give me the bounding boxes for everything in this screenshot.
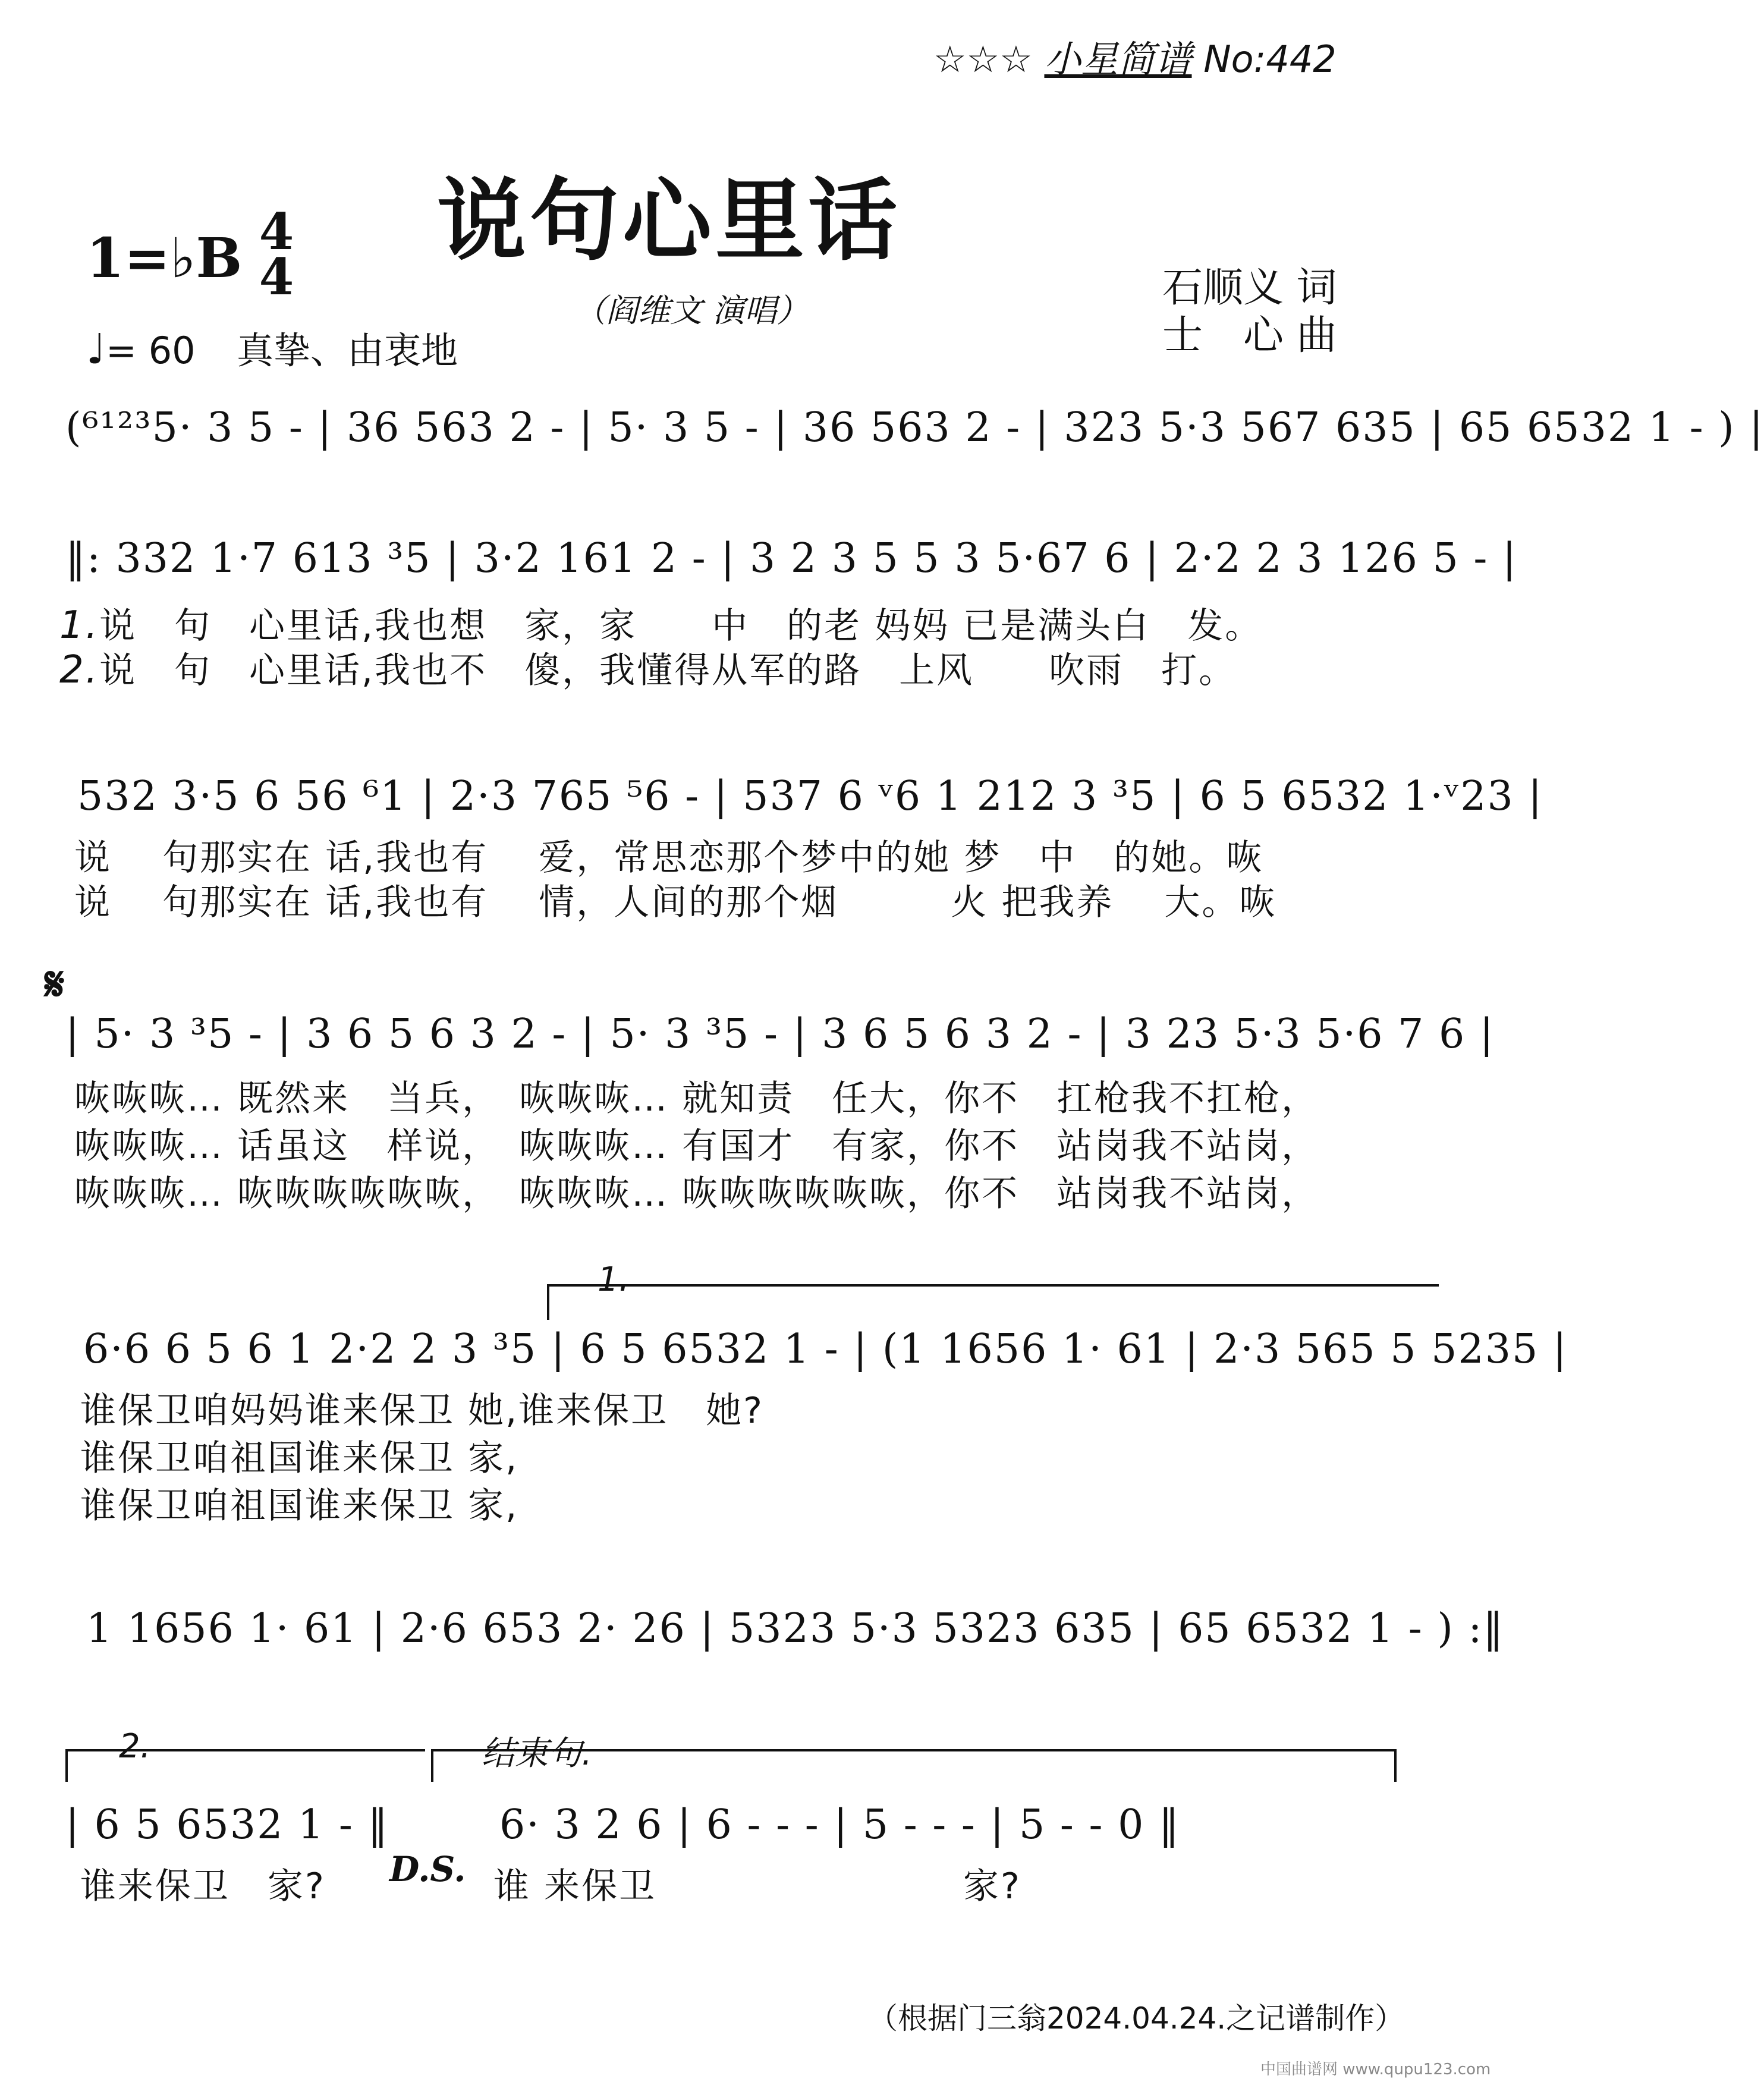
system-1-notes: (⁶¹²³5· 3 5 - | 36 563 2 - | 5· 3 5 - | 36 563 2 - | 323 5·3 567 635 | 65 6532 1 - ) | xyxy=(65,404,1764,451)
lyricist: 石顺义 词 xyxy=(1162,265,1337,312)
system-5-lyric-3: 谁保卫咱祖国谁来保卫 家, xyxy=(80,1485,519,1527)
system-3-lyric-2: 说 句那实在 话,我也有 情，人间的那个烟 火 把我养 大。咴 xyxy=(74,882,1277,923)
system-7-notes-a: | 6 5 6532 1 - ‖ xyxy=(65,1801,389,1848)
system-7-lyric-a: 谁来保卫 家? xyxy=(80,1866,326,1907)
system-6-notes: 1 1656 1· 61 | 2·6 653 2· 26 | 5323 5·3 5323 635 | 65 6532 1 - ) :‖ xyxy=(86,1605,1505,1652)
verse-number: 2. xyxy=(59,648,100,692)
system-3-lyric-1: 说 句那实在 话,我也有 爱，常思恋那个梦中的她 梦 中 的她。咴 xyxy=(74,837,1264,879)
ending-bracket-end xyxy=(1394,1749,1397,1782)
lyric-text: 说 句 心里话,我也想 家，家 中 的老 妈妈 已是满头白 发。 xyxy=(99,605,1263,647)
meter-top: 4 xyxy=(259,202,294,261)
composer: 士 心 曲 xyxy=(1162,312,1337,359)
tempo-marking xyxy=(86,321,458,374)
watermark: 中国曲谱网 www.qupu123.com xyxy=(1260,2061,1491,2078)
system-5-lyric-2: 谁保卫咱祖国谁来保卫 家, xyxy=(80,1438,519,1479)
system-5-lyric-1: 谁保卫咱妈妈谁来保卫 她,谁来保卫 她? xyxy=(80,1390,764,1432)
tempo-value: = 60 xyxy=(106,329,196,372)
segno-icon: 𝄋 xyxy=(45,957,65,1011)
system-2-lyric-1 xyxy=(59,597,1262,649)
system-7-notes-b: 6· 3 2 6 | 6 - - - | 5 - - - | 5 - - 0 ‖ xyxy=(499,1801,1180,1848)
footer-note: （根据门三翁2024.04.24.之记谱制作） xyxy=(868,2001,1405,2036)
ending-label: 结束句. xyxy=(482,1734,592,1773)
verse-number: 1. xyxy=(59,603,100,647)
system-4-notes: | 5· 3 ³5 - | 3 6 5 6 3 2 - | 5· 3 ³5 - | 3 6 5 6 3 2 - | 3 23 5·3 5·6 7 6 | xyxy=(65,1011,1495,1058)
volta-2-label: 2. xyxy=(119,1727,151,1766)
stars: ☆☆☆ xyxy=(933,37,1033,81)
singer: （阎维文 演唱） xyxy=(574,292,809,329)
volta-2-bracket-hook xyxy=(65,1749,68,1782)
system-5-notes: 6·6 6 5 6 1 2·2 2 3 ³5 | 6 5 6532 1 - | (1 1656 1· 61 | 2·3 565 5 5235 | xyxy=(83,1326,1568,1373)
ending-bracket-hook xyxy=(431,1749,433,1782)
lyric-text: 说 句 心里话,我也不 傻，我懂得从军的路 上风 吹雨 打。 xyxy=(99,650,1237,691)
score-number: No:442 xyxy=(1203,37,1337,81)
volta-1-bracket xyxy=(547,1284,1439,1287)
system-4-lyric-2: 咴咴咴… 话虽这 样说， 咴咴咴… 有国才 有家，你不 站岗我不站岗， xyxy=(74,1125,1319,1167)
song-title: 说句心里话 xyxy=(437,168,901,273)
volta-1-label: 1. xyxy=(598,1260,630,1299)
time-signature xyxy=(256,202,297,306)
system-4-lyric-1: 咴咴咴… 既然来 当兵， 咴咴咴… 就知责 任大，你不 扛枪我不扛枪， xyxy=(74,1078,1319,1119)
quarter-note-icon: ♩ xyxy=(86,325,106,373)
expression: 真挚、由衷地 xyxy=(237,329,458,372)
system-2-lyric-2 xyxy=(59,642,1236,693)
system-4-lyric-3: 咴咴咴… 咴咴咴咴咴咴， 咴咴咴… 咴咴咴咴咴咴，你不 站岗我不站岗， xyxy=(74,1173,1319,1215)
system-3-notes: 532 3·5 6 56 ⁶1 | 2·3 765 ⁵6 - | 537 6 ᵛ6 1 212 3 ³5 | 6 5 6532 1·ᵛ23 | xyxy=(77,773,1543,820)
system-2-notes: ‖: 332 1·7 613 ³5 | 3·2 161 2 - | 3 2 3 5 5 3 5·67 6 | 2·2 2 3 126 5 - | xyxy=(65,535,1517,582)
meter-bottom: 4 xyxy=(259,247,294,306)
series-name: 小星简谱 xyxy=(1044,37,1192,81)
dal-segno: D.S. xyxy=(389,1849,466,1889)
system-7-lyric-b: 谁 来保卫 xyxy=(493,1866,657,1907)
series-header xyxy=(933,30,1337,83)
volta-1-bracket-hook xyxy=(547,1284,549,1320)
key-signature: 1=♭B xyxy=(86,226,243,290)
system-7-lyric-c: 家? xyxy=(963,1866,1021,1907)
